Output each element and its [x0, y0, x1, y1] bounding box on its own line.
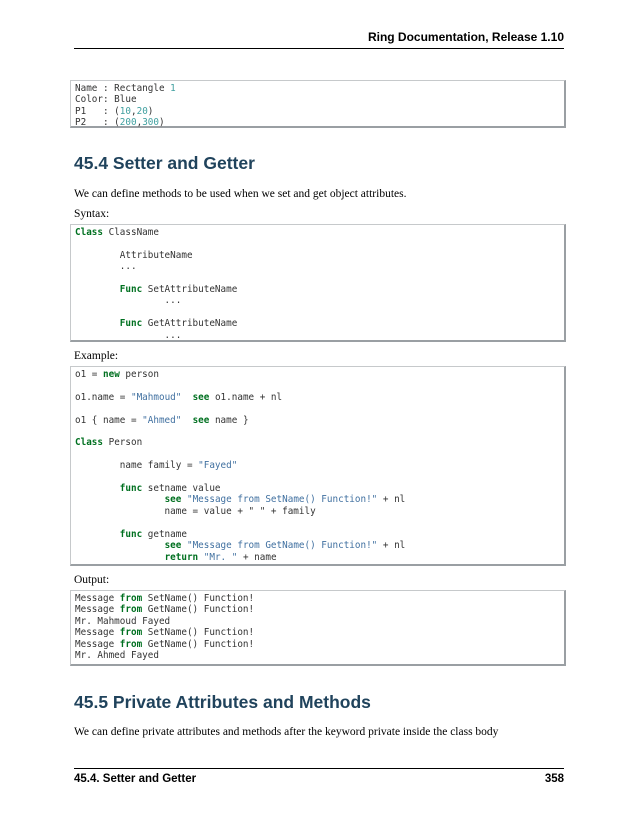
- code-text: ...: [75, 261, 137, 273]
- paragraph-private-intro: We can define private attributes and methods after the keyword private inside the class body: [74, 726, 499, 738]
- code-text: Name : Rectangle: [75, 83, 171, 94]
- code-keyword: see: [164, 494, 182, 506]
- code-string: "Mr. ": [203, 551, 238, 563]
- code-text: GetName() Function!: [142, 604, 255, 616]
- code-text: SetName() Function!: [142, 593, 255, 604]
- code-text: Mr. Mahmoud Fayed: [75, 615, 171, 627]
- code-text: [181, 392, 192, 403]
- code-text: Color: Blue: [75, 94, 137, 106]
- code-number: 10: [119, 105, 131, 117]
- code-text: person: [119, 369, 159, 380]
- code-text: GetAttributeName: [142, 318, 238, 330]
- syntax-label: Syntax:: [74, 208, 110, 220]
- code-keyword: Func: [119, 318, 143, 330]
- code-keyword: func: [119, 483, 143, 495]
- code-text: name }: [209, 414, 249, 426]
- page-number: 358: [544, 773, 564, 785]
- code-text: name family =: [75, 460, 199, 472]
- code-keyword: see: [164, 540, 182, 552]
- code-text: + nl: [377, 540, 406, 552]
- section-heading-setter-getter: 45.4 Setter and Getter: [74, 153, 255, 173]
- code-keyword: return: [164, 551, 199, 563]
- code-text: ,: [130, 105, 137, 117]
- code-block-output: [70, 590, 566, 666]
- code-text: [75, 552, 165, 563]
- code-text: [75, 318, 120, 329]
- code-text: Message: [75, 627, 120, 639]
- code-string: "Ahmed": [142, 414, 182, 426]
- code-string: "Message from GetName() Function!": [186, 540, 378, 552]
- code-text: P2 : (: [75, 117, 120, 129]
- code-text: [75, 494, 165, 505]
- code-text: SetAttributeName: [142, 284, 238, 296]
- code-number: 200: [119, 117, 137, 129]
- running-header-title: Ring Documentation, Release 1.10: [367, 30, 564, 44]
- paragraph-intro: We can define methods to be used when we set and get object attributes.: [74, 188, 407, 200]
- code-text: Message: [75, 604, 120, 616]
- code-keyword: see: [192, 391, 210, 403]
- code-text: Message: [75, 593, 120, 604]
- code-keyword: new: [103, 369, 120, 380]
- output-label: Output:: [74, 574, 110, 586]
- code-text: [181, 415, 192, 426]
- section-heading-private: 45.5 Private Attributes and Methods: [74, 692, 371, 712]
- code-text: + name: [237, 551, 277, 563]
- code-text: o1 { name =: [75, 414, 143, 426]
- code-text: getname: [142, 528, 187, 540]
- code-block-example: [70, 366, 566, 566]
- code-text: o1 =: [75, 369, 103, 380]
- code-keyword: from: [119, 604, 143, 616]
- code-text: AttributeName: [75, 249, 193, 261]
- code-keyword: from: [119, 627, 143, 639]
- code-text: SetName() Function!: [142, 627, 255, 639]
- code-text: name = value + " " + family: [75, 505, 316, 517]
- code-text: ...: [75, 295, 182, 307]
- footer-rule: [74, 768, 564, 769]
- code-text: [75, 529, 120, 540]
- code-number: 300: [142, 117, 159, 129]
- code-text: o1.name + nl: [209, 391, 283, 403]
- code-keyword: from: [119, 593, 143, 604]
- code-text: [75, 483, 120, 494]
- code-text: Person: [103, 437, 143, 449]
- code-number: 20: [136, 105, 148, 117]
- code-text: ): [147, 105, 154, 117]
- code-keyword: see: [192, 414, 210, 426]
- code-text: P1 : (: [75, 105, 120, 117]
- code-text: Message: [75, 638, 120, 650]
- code-text: + nl: [377, 494, 406, 506]
- code-text: [75, 540, 165, 551]
- code-text: o1.name =: [75, 391, 131, 403]
- code-keyword: Class: [75, 437, 103, 449]
- code-keyword: Class: [75, 227, 103, 238]
- code-text: ,: [136, 117, 143, 129]
- code-keyword: Func: [119, 284, 143, 296]
- code-block-syntax: [70, 224, 566, 342]
- code-string: "Fayed": [198, 460, 238, 472]
- example-label: Example:: [74, 350, 119, 362]
- code-number: 1: [170, 83, 176, 94]
- code-string: "Message from SetName() Function!": [186, 494, 378, 506]
- code-string: "Mahmoud": [130, 391, 182, 403]
- header-rule: [74, 48, 564, 49]
- code-text: ): [158, 117, 165, 129]
- code-text: ...: [75, 329, 182, 341]
- code-block-output-rectangle: [70, 80, 566, 128]
- code-text: Mr. Ahmed Fayed: [75, 650, 159, 662]
- code-text: ClassName: [103, 227, 159, 238]
- code-text: GetName() Function!: [142, 638, 255, 650]
- footer-section-title: 45.4. Setter and Getter: [74, 773, 197, 785]
- code-text: [75, 284, 120, 295]
- code-keyword: from: [119, 638, 143, 650]
- code-keyword: func: [119, 528, 143, 540]
- code-text: setname value: [142, 483, 221, 495]
